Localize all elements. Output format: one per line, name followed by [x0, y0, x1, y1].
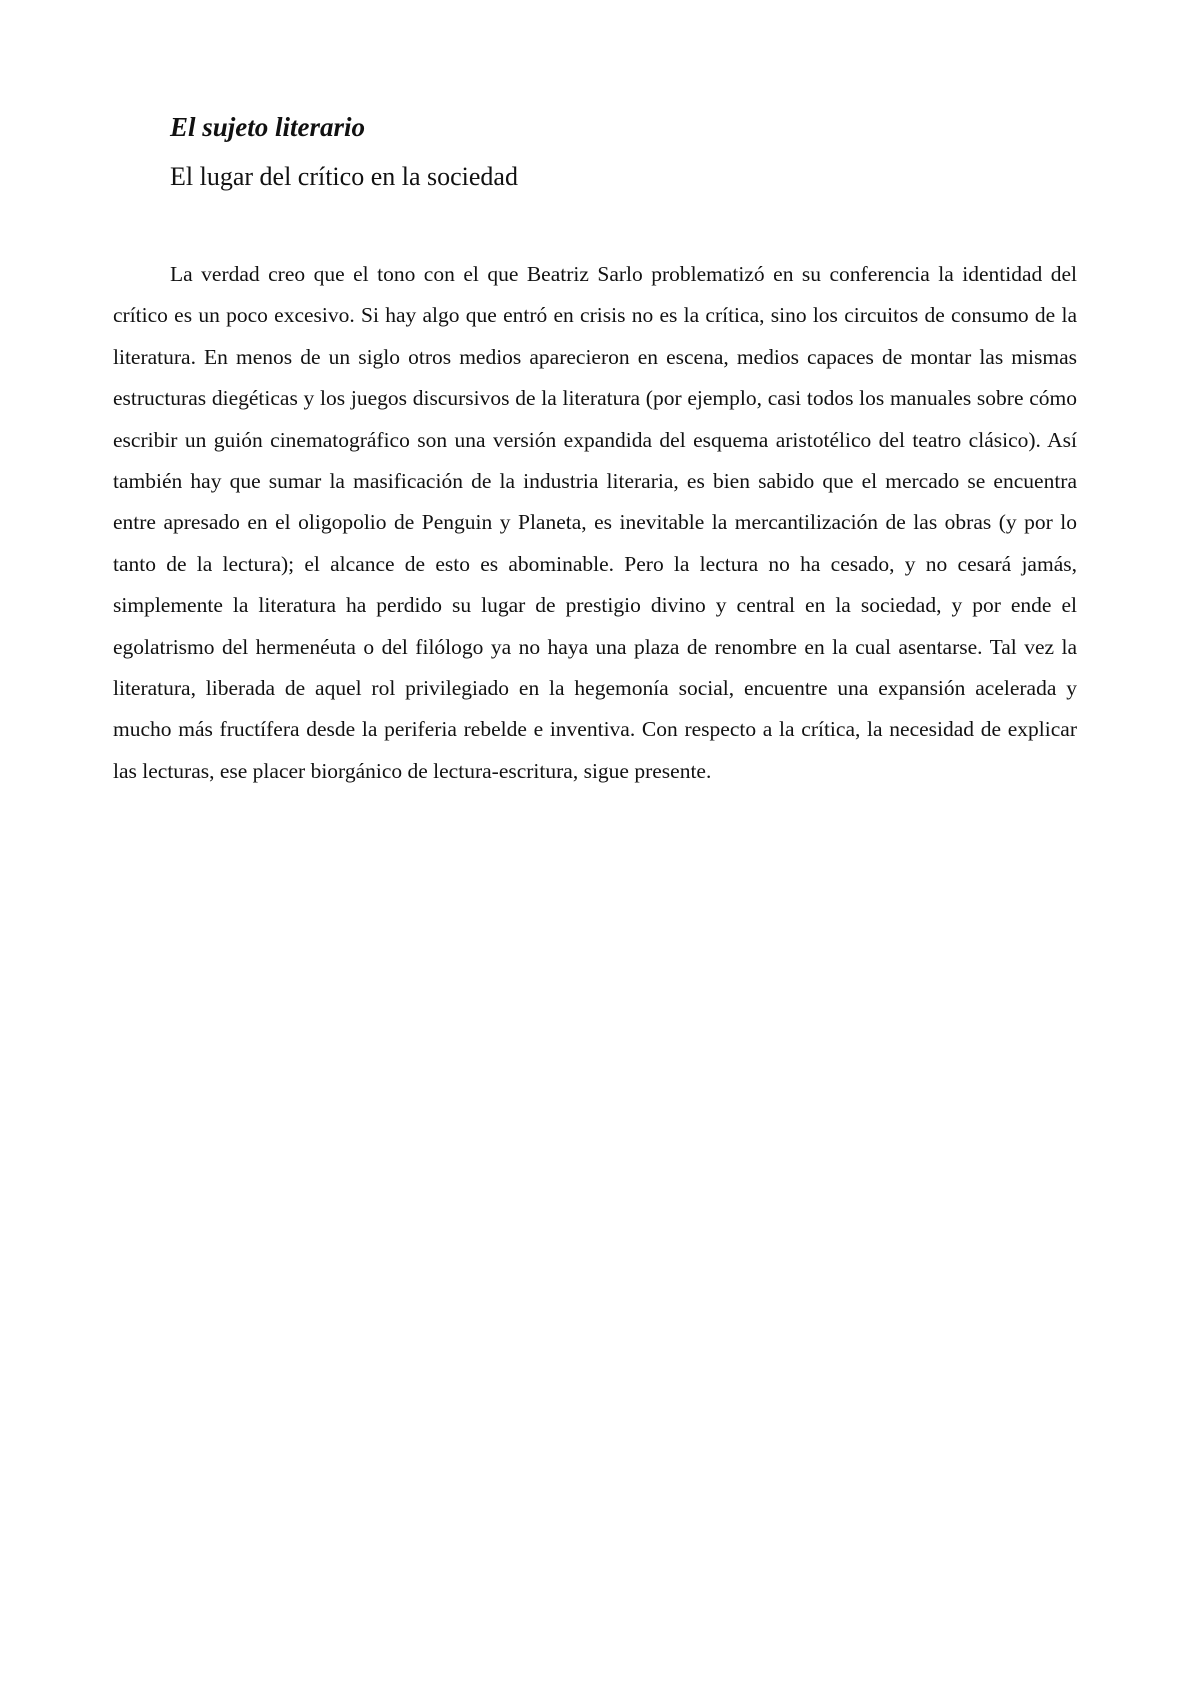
document-subtitle: El lugar del crítico en la sociedad — [170, 162, 518, 191]
document-title: El sujeto literario — [170, 112, 366, 142]
body-paragraph: La verdad creo que el tono con el que Beatriz Sarlo problematizó en su conferencia la identidad del crítico es un poco excesivo. Si hay algo que entró en crisis no es la crítica, sino los circuitos de consumo de la literatura. En menos de un siglo otros medios aparecieron en escena, medios capaces de montar las mismas estructuras diegéticas y los juegos discursivos de la literatura (por ejemplo, casi todos los manuales sobre cómo escribir un guión cinematográfico son una versión expandida del esquema aristotélico del teatro clásico). Así también hay que sumar la masificación de la industria literaria, es bien sabido que el mercado se encuentra entre apresado en el oligopolio de Penguin y Planeta, es inevitable la mercantilización de las obras (y por lo tanto de la lectura); el alcance de esto es abominable. Pero la lectura no ha cesado, y no cesará jamás, simplemente la literatura ha perdido su lugar de prestigio divino y central en la sociedad, y por ende el egolatrismo del hermenéuta o del filólogo ya no haya una plaza de renombre en la cual asentarse. Tal vez la literatura, liberada de aquel rol privilegiado en la hegemonía social, encuentre una expansión acelerada y mucho más fructífera desde la periferia rebelde e inventiva. Con respecto a la crítica, la necesidad de explicar las lecturas, ese placer biorgánico de lectura-escritura, sigue presente. — [113, 262, 1077, 783]
